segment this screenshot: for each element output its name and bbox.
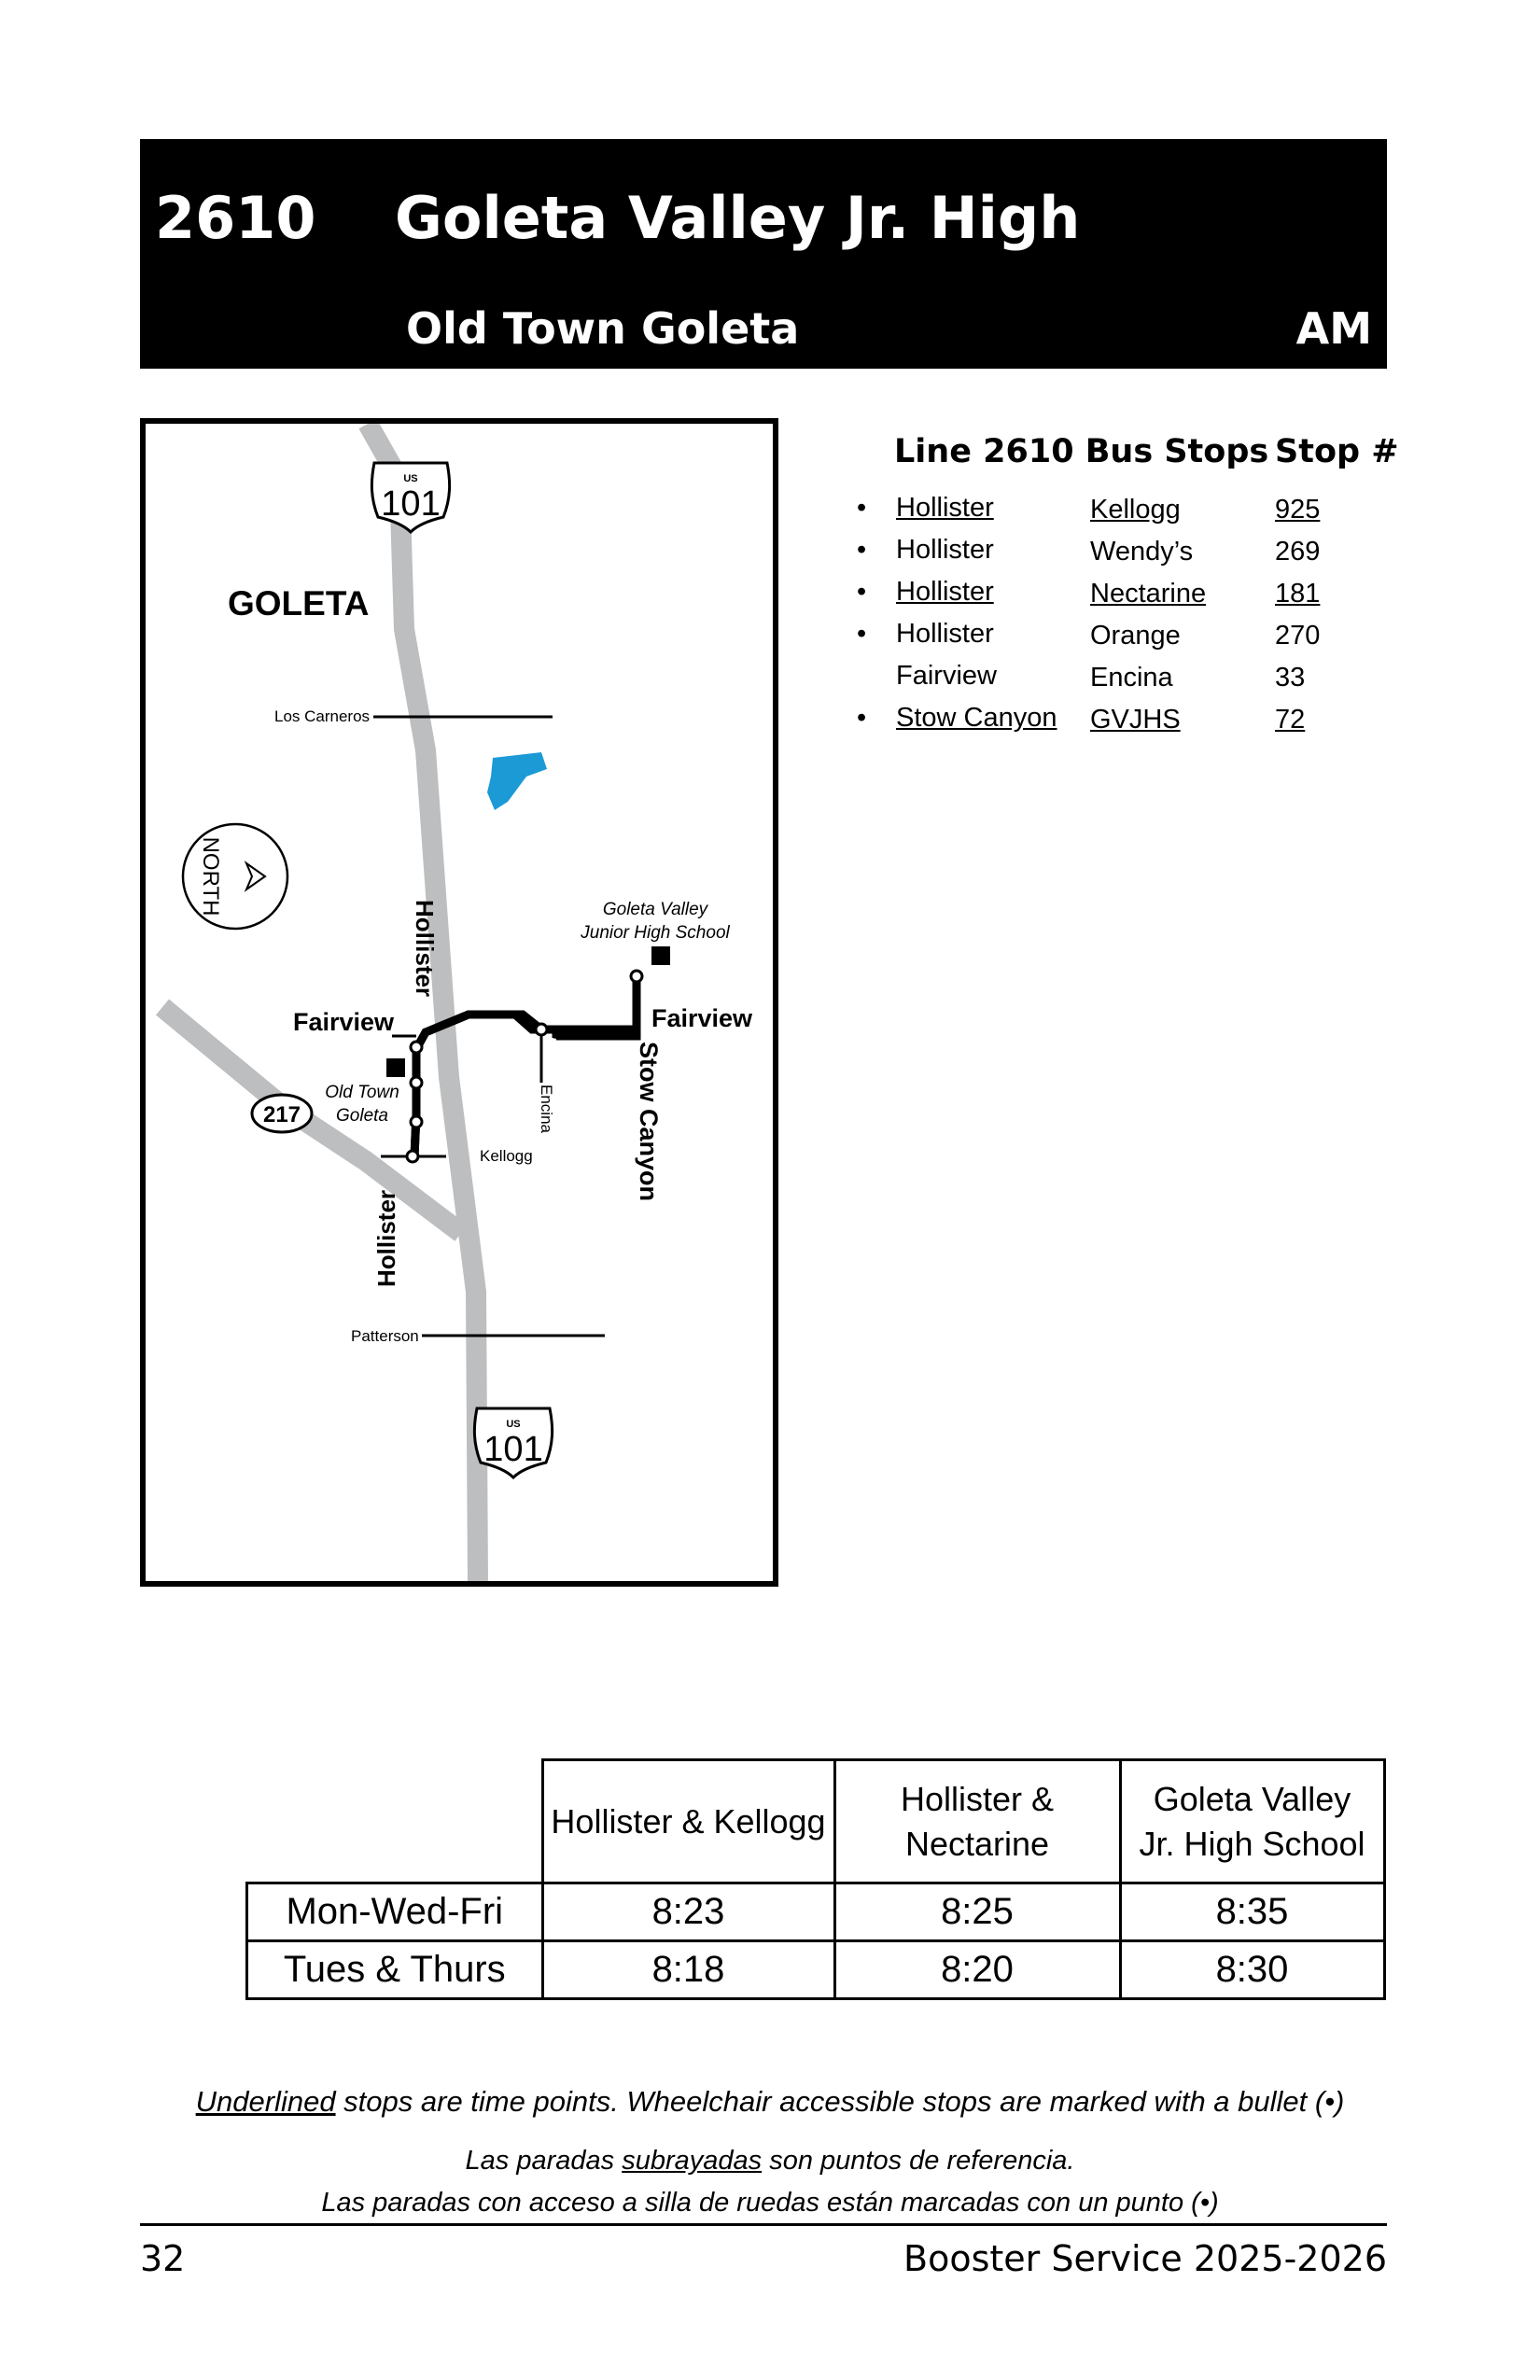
street-hollister-lower: Hollister xyxy=(372,1189,400,1287)
street-hollister-upper: Hollister xyxy=(411,900,439,998)
street-patterson: Patterson xyxy=(351,1327,419,1345)
highway-101 xyxy=(368,424,478,1581)
north-compass-icon xyxy=(183,824,287,929)
stop-cross-street: Orange xyxy=(1090,621,1181,651)
street-fairview-right: Fairview xyxy=(651,1004,753,1032)
stop-cross-street: GVJHS xyxy=(1090,705,1181,735)
stop-row xyxy=(857,535,1379,577)
schedule-row xyxy=(247,1941,1385,1999)
schedule-row xyxy=(247,1883,1385,1941)
school-label-line1: Goleta Valley xyxy=(602,900,708,919)
days-cell: Mon-Wed-Fri xyxy=(247,1883,543,1941)
days-cell: Tues & Thurs xyxy=(247,1941,543,1999)
schedule-table xyxy=(245,1758,1386,2000)
footer-rule xyxy=(140,2223,1387,2226)
stop-number: 925 xyxy=(1275,495,1321,525)
accessible-bullet: • xyxy=(857,577,867,607)
stop-row xyxy=(857,619,1379,661)
stop-number: 270 xyxy=(1275,621,1321,651)
stop-row xyxy=(857,577,1379,619)
school-marker xyxy=(651,946,670,965)
page-number: 32 xyxy=(140,2238,186,2279)
accessible-bullet: • xyxy=(857,619,867,649)
school-label-line2: Junior High School xyxy=(581,923,730,943)
city-label: GOLETA xyxy=(228,584,370,623)
svg-text:US: US xyxy=(506,1419,521,1430)
stop-street: Stow Canyon xyxy=(896,703,1057,733)
water-body xyxy=(487,752,547,810)
footer-title: Booster Service 2025-2026 xyxy=(903,2238,1387,2279)
street-stow-canyon: Stow Canyon xyxy=(635,1042,663,1202)
svg-text:101: 101 xyxy=(483,1430,543,1469)
time-cell: 8:30 xyxy=(1120,1941,1384,1999)
stop-marker xyxy=(536,1024,547,1035)
time-cell: 8:18 xyxy=(542,1941,834,1999)
oldtown-label-line2: Goleta xyxy=(336,1106,388,1126)
time-cell: 8:23 xyxy=(542,1883,834,1941)
stop-marker xyxy=(411,1077,422,1088)
stop-cross-street: Encina xyxy=(1090,663,1173,693)
street-los-carneros: Los Carneros xyxy=(274,707,371,725)
route-subtitle: Old Town Goleta xyxy=(406,303,800,354)
stops-list xyxy=(857,493,1379,745)
stop-street: Hollister xyxy=(896,493,994,523)
stop-street: Hollister xyxy=(896,535,994,565)
street-encina: Encina xyxy=(538,1085,555,1133)
schedule-header-row xyxy=(247,1760,1385,1883)
street-kellogg: Kellogg xyxy=(480,1147,533,1165)
route-title: Goleta Valley Jr. High xyxy=(395,184,1081,252)
english-note: Underlined stops are time points. Wheelchair accessible stops are marked with a bullet (•) xyxy=(195,2085,1345,2118)
stop-number-heading: Stop # xyxy=(1275,433,1399,470)
period-label: AM xyxy=(1295,303,1372,354)
svg-text:217: 217 xyxy=(262,1102,301,1127)
stop-number: 181 xyxy=(1275,579,1321,609)
stop-marker xyxy=(407,1151,418,1162)
column-header: Goleta Valley Jr. High School xyxy=(1120,1760,1384,1883)
street-fairview-left: Fairview xyxy=(293,1008,395,1036)
stop-row xyxy=(857,661,1379,703)
accessible-bullet: • xyxy=(857,535,867,565)
route-header xyxy=(140,139,1387,369)
oldtown-label-line1: Old Town xyxy=(325,1083,399,1102)
svg-text:US: US xyxy=(403,473,418,484)
route-map xyxy=(140,418,778,1587)
stop-cross-street: Kellogg xyxy=(1090,495,1181,525)
time-cell: 8:35 xyxy=(1120,1883,1384,1941)
map-svg xyxy=(146,424,773,1581)
stop-cross-street: Wendy’s xyxy=(1090,537,1194,567)
stop-street: Hollister xyxy=(896,619,994,649)
column-header: Hollister & Kellogg xyxy=(542,1760,834,1883)
stop-street: Hollister xyxy=(896,577,994,607)
svg-text:NORTH: NORTH xyxy=(198,836,223,917)
stop-cross-street: Nectarine xyxy=(1090,579,1207,609)
highway-217-shield xyxy=(252,1095,312,1132)
stop-street: Fairview xyxy=(896,661,997,691)
stop-number: 33 xyxy=(1275,663,1306,693)
route-number: 2610 xyxy=(155,184,316,252)
oldtown-marker xyxy=(386,1058,405,1077)
accessible-bullet: • xyxy=(857,493,867,523)
svg-text:101: 101 xyxy=(381,484,441,524)
stop-row xyxy=(857,493,1379,535)
stop-marker xyxy=(631,971,642,982)
us-101-shield-top xyxy=(371,463,449,532)
spanish-note: Las paradas subrayadas son puntos de referencia. Las paradas con acceso a silla de ruedas están marcadas con un punto (•) xyxy=(321,2146,1219,2218)
us-101-shield-bottom xyxy=(474,1408,552,1477)
stop-marker xyxy=(411,1042,422,1053)
stop-number: 72 xyxy=(1275,705,1306,735)
stop-row xyxy=(857,703,1379,745)
stop-marker xyxy=(411,1116,422,1127)
column-header: Hollister & Nectarine xyxy=(834,1760,1120,1883)
time-cell: 8:20 xyxy=(834,1941,1120,1999)
stops-heading: Line 2610 Bus Stops xyxy=(894,433,1269,470)
time-cell: 8:25 xyxy=(834,1883,1120,1941)
stop-number: 269 xyxy=(1275,537,1321,567)
accessible-bullet: • xyxy=(857,703,867,733)
